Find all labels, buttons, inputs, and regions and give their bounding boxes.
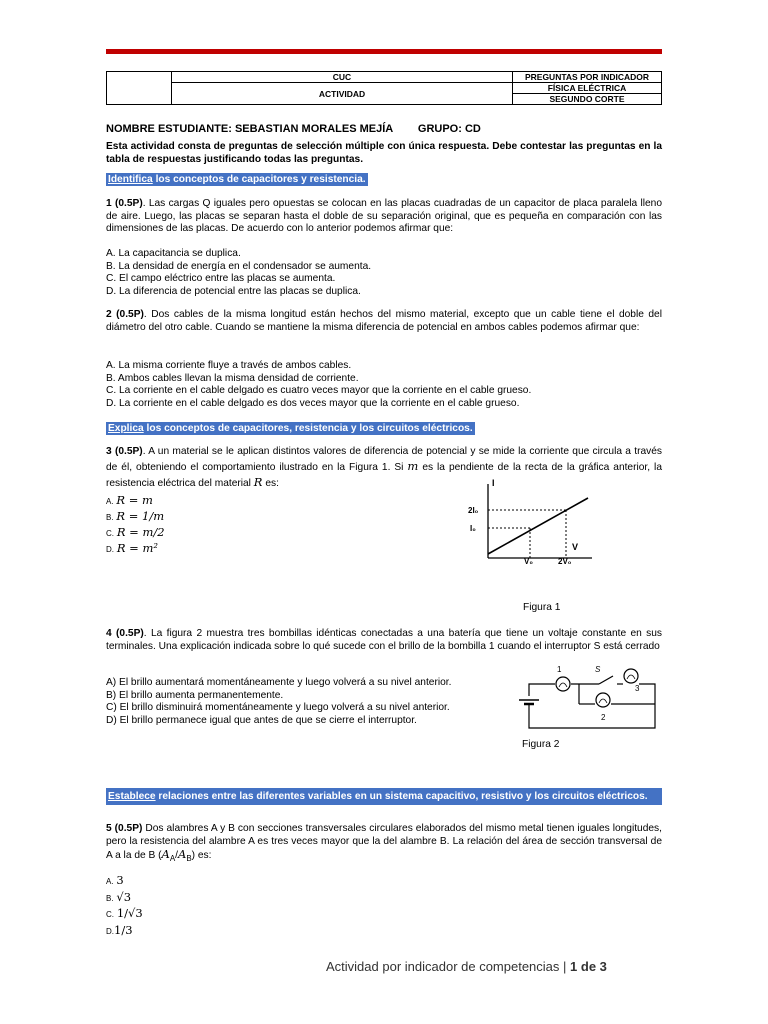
question-number: 2 (0.5P): [106, 309, 144, 320]
section-verb: Identifica: [108, 174, 153, 185]
switch-label: S: [595, 665, 601, 674]
question-number: 1 (0.5P): [106, 198, 143, 209]
header-term: SEGUNDO CORTE: [513, 94, 662, 105]
logo-cell: [107, 72, 172, 105]
question-number: 3 (0.5P): [106, 446, 143, 457]
page-number: 1 de 3: [570, 959, 607, 974]
student-name: [106, 123, 481, 135]
question-text: Dos alambres A y B con secciones transversales circulares elaborados del mismo metal tienen iguales longitudes, pero la resistencia del alambre A es tres veces mayor que la del alambre B. La relación del área de sección transversal de A a la de B (: [106, 823, 662, 862]
option-a: A. 3: [106, 873, 124, 887]
figure-1-graph: [468, 478, 598, 566]
page-footer: [326, 959, 607, 974]
question-1-options: [106, 248, 662, 298]
bulb-3-label: 3: [635, 684, 640, 693]
option-d: D) El brillo permanece igual que antes de que se cierre el interruptor.: [106, 714, 417, 726]
area-symbol: A: [178, 847, 187, 862]
question-4: [106, 628, 662, 653]
option-b: B. √3: [106, 889, 132, 904]
header-cuc: CUC: [172, 72, 513, 83]
option-c: C. R = m/2: [106, 525, 165, 539]
question-number: 5 (0.5P): [106, 823, 143, 834]
option-b: B. Ambos cables llevan la misma densidad de corriente.: [106, 372, 359, 384]
header-table: [106, 71, 662, 105]
option-a: A. La capacitancia se duplica.: [106, 248, 241, 259]
resistance-symbol: R: [253, 475, 263, 489]
ratio-slash: /: [175, 850, 178, 862]
question-text-cont: es la pendiente de la recta de la gráfica anterior, la resistencia eléctrica del material: [106, 462, 662, 489]
section-heading-2: [106, 423, 475, 434]
option-d: D. R = m²: [106, 541, 158, 555]
bulb-2-label: 2: [601, 713, 606, 722]
option-c: C. 1/√3: [106, 906, 143, 920]
header-subject: FÍSICA ELÉCTRICA: [513, 83, 662, 94]
section-text: relaciones entre las diferentes variables en un sistema capacitivo, resistivo y los circuitos eléctricos.: [155, 791, 648, 802]
footer-text: Actividad por indicador de competencias: [326, 959, 560, 974]
intro-text: Esta actividad consta de preguntas de selección múltiple con única respuesta. Debe contestar las preguntas en la tabla de respuestas justificando todas las preguntas.: [106, 141, 662, 165]
footer-separator: |: [559, 959, 571, 974]
question-5: [106, 823, 662, 866]
option-c: C. El campo eléctrico entre las placas se aumenta.: [106, 273, 336, 285]
section-text: los conceptos de capacitores, resistencia y los circuitos eléctricos.: [143, 423, 473, 434]
option-a: A. R = m: [106, 493, 153, 507]
tick-label-y2: 2I₀: [468, 506, 479, 515]
area-symbol: A: [161, 847, 170, 862]
option-c: C. La corriente en el cable delgado es cuatro veces mayor que la corriente en el cable grueso.: [106, 385, 532, 397]
header-indicator: PREGUNTAS POR INDICADOR: [513, 72, 662, 83]
tick-label-x1: V₀: [524, 557, 533, 566]
option-d: D.1/3: [106, 922, 133, 937]
question-3-options: [106, 493, 165, 557]
header-activity: ACTIVIDAD: [172, 83, 513, 105]
question-text: . La figura 2 muestra tres bombillas idénticas conectadas a una batería que tiene un voltaje constante en sus terminales. Una explicación indicada sobre lo qué sucede con el brillo de la bombilla 1 cuando el interruptor S está cerrado: [106, 628, 663, 652]
axis-label-y: I: [492, 478, 495, 488]
section-verb: Establece: [108, 791, 156, 802]
option-c: C) El brillo disminuirá momentáneamente y luego volverá a su nivel anterior.: [106, 702, 450, 714]
question-number: 4 (0.5P): [106, 628, 144, 639]
tick-label-y1: I₀: [470, 524, 476, 533]
student-group: GRUPO: CD: [417, 123, 481, 135]
figure-2-circuit: [515, 660, 661, 732]
question-1: [106, 198, 662, 236]
option-b: B) El brillo aumenta permanentemente.: [106, 689, 284, 701]
header-rule: [106, 49, 662, 54]
figure-1-caption: Figura 1: [523, 602, 561, 613]
question-5-options: [106, 873, 143, 939]
question-text: . Dos cables de la misma longitud están hechos del mismo material, excepto que un cable tiene el doble del diámetro del otro cable. Cuando se mantiene la misma diferencia de potencial en ambos cables podemos afirmar que:: [106, 309, 662, 333]
question-text-end: ) es:: [191, 850, 212, 862]
question-2-options: [106, 360, 662, 410]
question-4-options: [106, 677, 451, 727]
question-text-end: es:: [265, 478, 279, 489]
option-a: A) El brillo aumentará momentáneamente y luego volverá a su nivel anterior.: [106, 677, 452, 688]
section-verb: Explica: [108, 423, 144, 434]
option-a: A. La misma corriente fluye a través de ambos cables.: [106, 360, 352, 371]
section-heading-3: [106, 788, 662, 805]
option-b: B. R = 1/m: [106, 509, 165, 523]
option-d: D. La corriente en el cable delgado es dos veces mayor que la corriente en el cable grueso.: [106, 397, 520, 409]
option-b: B. La densidad de energía en el condensador se aumenta.: [106, 260, 372, 272]
section-text: los conceptos de capacitores y resistencia.: [152, 174, 366, 185]
bulb-1-label: 1: [557, 665, 562, 674]
slope-symbol: m: [407, 459, 419, 473]
question-2: [106, 309, 662, 334]
section-heading-1: [106, 174, 368, 185]
figure-2-caption: Figura 2: [522, 739, 560, 750]
tick-label-x2: 2V₀: [558, 557, 572, 566]
option-d: D. La diferencia de potencial entre las placas se duplica.: [106, 285, 361, 297]
subscript-b: B: [186, 854, 192, 864]
question-text: . A un material se le aplican distintos valores de diferencia de potencial y se mide la corriente que circula a través de él, obteniendo el comportamiento ilustrado en la Figura 1. Si: [106, 446, 662, 473]
student-name-text: NOMBRE ESTUDIANTE: SEBASTIAN MORALES MEJÍA: [106, 123, 393, 135]
question-text: . Las cargas Q iguales pero opuestas se colocan en las placas cuadradas de un capacitor de placa paralela lleno de aire. Luego, las placas se separan hasta el doble de su separación original, que es pequeña en comparación con las dimensiones de las placas. De acuerdo con lo anterior podemos afirmar que:: [106, 198, 662, 235]
subscript-a: A: [169, 854, 176, 864]
axis-label-x: V: [572, 542, 579, 552]
